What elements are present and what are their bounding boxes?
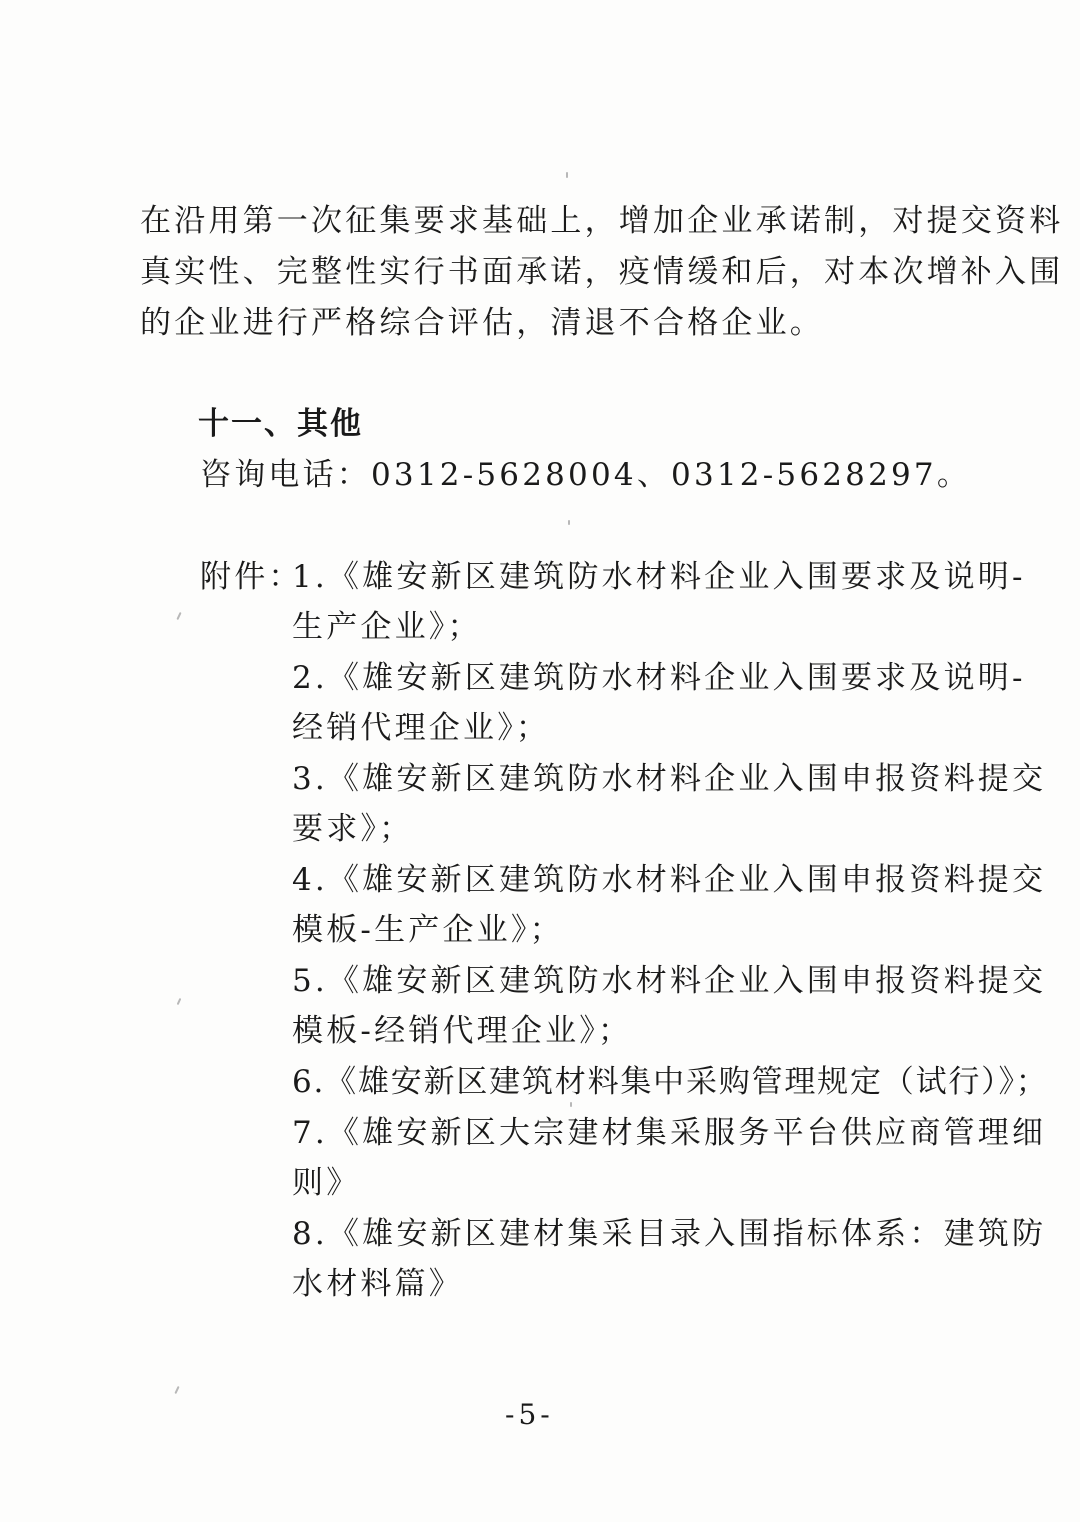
attachment-3-line-2: 要求》； (292, 811, 414, 847)
attachment-2-line-1: 2.《雄安新区建筑防水材料企业入围要求及说明- (292, 660, 1026, 696)
scan-speck (174, 1386, 179, 1394)
scan-speck (568, 520, 570, 525)
paragraph-line-3: 的企业进行严格综合评估，清退不合格企业。 (140, 305, 824, 341)
attachment-4-line-2: 模板-生产企业》； (292, 912, 564, 948)
scan-speck (176, 612, 181, 620)
page-number: -5- (505, 1398, 554, 1431)
attachment-2-line-2: 经销代理企业》； (292, 710, 551, 746)
attachment-5-line-1: 5.《雄安新区建筑防水材料企业入围申报资料提交 (292, 963, 1047, 999)
attachment-1-line-1: 1.《雄安新区建筑防水材料企业入围要求及说明- (292, 559, 1026, 595)
attachment-7-line-2: 则》 (292, 1165, 361, 1201)
scan-speck (177, 998, 182, 1005)
attachment-3-line-1: 3.《雄安新区建筑防水材料企业入围申报资料提交 (292, 761, 1047, 797)
attachment-8-line-1: 8.《雄安新区建材集采目录入围指标体系：建筑防 (292, 1216, 1047, 1252)
paragraph-line-1: 在沿用第一次征集要求基础上，增加企业承诺制，对提交资料 (140, 203, 1064, 239)
contact-phone: 咨询电话：0312-5628004、0312-5628297。 (200, 457, 972, 493)
scan-speck (570, 1102, 572, 1107)
attachment-1-line-2: 生产企业》； (292, 609, 482, 645)
scan-speck (566, 172, 568, 178)
attachment-6-line-1: 6.《雄安新区建筑材料集中采购管理规定（试行）》； (292, 1064, 1049, 1100)
section-heading: 十一、其他 (198, 406, 363, 442)
attachment-5-line-2: 模板-经销代理企业》； (292, 1013, 633, 1049)
paragraph-line-2: 真实性、完整性实行书面承诺，疫情缓和后，对本次增补入围 (140, 254, 1064, 290)
attachment-4-line-1: 4.《雄安新区建筑防水材料企业入围申报资料提交 (292, 862, 1047, 898)
attachment-8-line-2: 水材料篇》 (292, 1266, 463, 1302)
attachments-label: 附件： (200, 559, 303, 595)
attachment-7-line-1: 7.《雄安新区大宗建材集采服务平台供应商管理细 (292, 1115, 1047, 1151)
